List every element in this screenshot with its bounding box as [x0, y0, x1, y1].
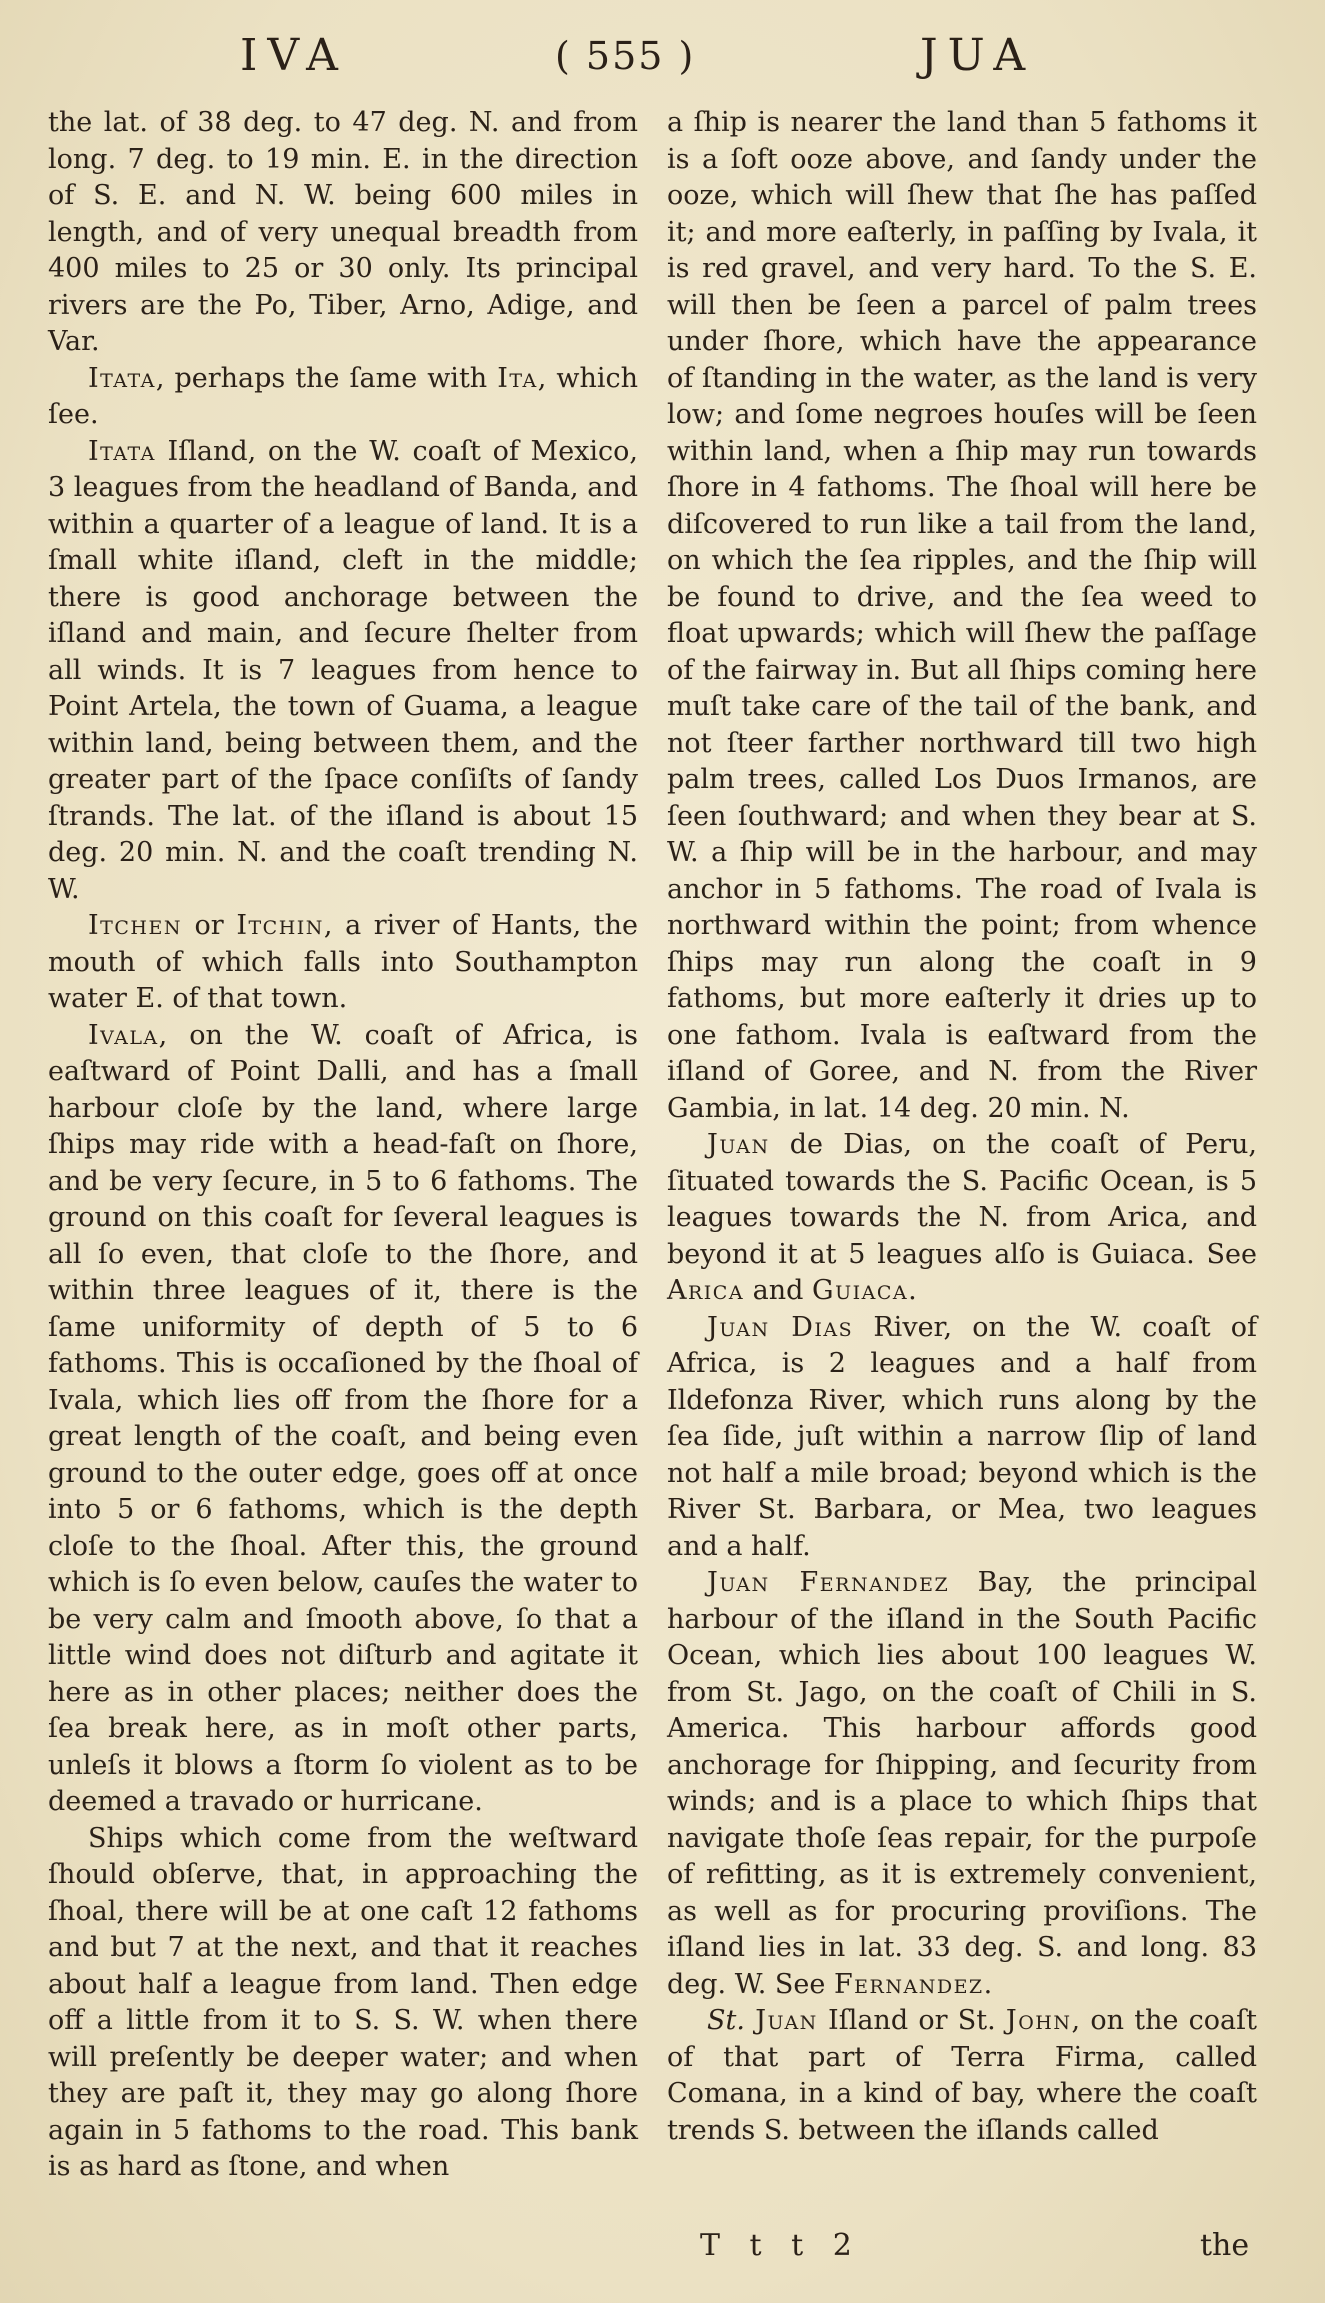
entry-headword: Fernandez — [833, 1968, 984, 2000]
body-text: River, on the W. coaſt of Africa, is 2 leagues and a half from Ildefonza River, which runs along by the ſea ſide, juſt within a narrow ſlip of land not half a mile broad; beyond which is the River St. Barbara, or Mea, two leagues and a half. — [667, 1311, 1257, 1562]
body-text: or — [181, 910, 237, 941]
body-text: , on the W. coaſt of Africa, is eaſtward of Point Dalli, and has a ſmall harbour cloſe by the land, where large ſhips may ride with a head-faſt on ſhore, and be very ſecure, in 5 to 6 fathoms. The ground on this coaſt for ſeveral leagues is all ſo even, that cloſe to the ſhore, and within three leagues of it, there is the ſame uniformity of depth of 5 to 6 fathoms. This is occaſioned by the ſhoal of Ivala, which lies off from the ſhore for a great length of the coaſt, and being even ground to the outer edge, goes off at once into 5 or 6 fathoms, which is the depth cloſe to the ſhoal. After this, the ground which is ſo even below, cauſes the water to be very calm and ſmooth above, ſo that a little wind does not diſturb and agitate it here as in other places; neither does the ſea break here, as in moſt other parts, unleſs it blows a ſtorm ſo violent as to be deemed a travado or hurricane. — [48, 1019, 638, 1817]
page-number: ( 555 ) — [555, 34, 696, 78]
body-text: de Dias, on the coaſt of Peru, ſituated towards the S. Pacific Ocean, is 5 leagues towards the N. from Arica, and beyond it at 5 leagues alſo is Guiaca. See — [667, 1129, 1257, 1270]
body-text: , a river of Hants, the mouth of which falls into Southampton water E. of that town. — [48, 910, 639, 1014]
body-text: a ſhip is nearer the land than 5 fathoms it is a ſoft ooze above, and ſandy under the ooze, which will ſhew that ſhe has paſſed it; and more eaſterly, in paſſing by Ivala, it is red gravel, and very hard. To the S. E. will then be ſeen a parcel of palm trees under ſhore, which have the appearance of ſtanding in the water, as the land is very low; and ſome negroes houſes will be ſeen within land, when a ſhip may run towards ſhore in 4 fathoms. The ſhoal will here be diſcovered to run like a tail from the land, on which the ſea ripples, and the ſhip will be found to drive, and the ſea weed to float upwards; which will ſhew the paſſage of the fairway in. But all ſhips coming here muſt take care of the tail of the bank, and not ſteer farther northward till two high palm trees, called Los Duos Irmanos, are ſeen ſouthward; and when they bear at S. W. a ſhip will be in the harbour, and may anchor in 5 fathoms. The road of Ivala is northward within the point; from whence ſhips may run along the coaſt in 9 fathoms, but more eaſterly it dries up to one fathom. Ivala is eaſtward from the iſland of Goree, and N. from the River Gambia, in lat. 14 deg. 20 min. N. — [667, 107, 1257, 1124]
body-text: Iſland or St. — [817, 2005, 1006, 2036]
entry-headword: Arica — [667, 1275, 745, 1306]
header-left-guide-word: IVA — [240, 30, 348, 81]
paragraph — [48, 1018, 638, 1821]
paragraph — [667, 1310, 1257, 1566]
italic-text: St. — [707, 2005, 745, 2036]
paragraph — [667, 105, 1257, 1127]
body-text: the lat. of 38 deg. to 47 deg. N. and from long. 7 deg. to 19 min. E. in the direction of S. E. and N. W. being 600 miles in length, and of very unequal breadth from 400 miles to 25 or 30 only. Its principal rivers are the Po, Tiber, Arno, Adige, and Var. — [48, 107, 638, 357]
entry-headword: Ivala — [88, 1019, 159, 1051]
catchword: the — [1200, 2228, 1250, 2263]
paragraph — [667, 1565, 1257, 2003]
entry-headword: Juan Dias — [707, 1311, 854, 1343]
paragraph — [48, 434, 638, 909]
right-column — [667, 105, 1257, 2149]
entry-headword: Ita — [497, 362, 538, 394]
body-text: , on the coaſt of that part of Terra Firma, called Comana, in a kind of bay, where the coaſt trends S. between the iſlands called — [667, 2005, 1257, 2146]
paragraph — [48, 1821, 638, 2186]
signature-mark: T t t 2 — [700, 2228, 862, 2263]
body-text: Bay, the principal harbour of the iſland in the South Pacific Ocean, which lies about 100 leagues W. from St. Jago, on the coaſt of Chili in S. America. This harbour affords good anchorage for ſhipping, and ſecurity from winds; and is a place to which ſhips that navigate thoſe ſeas repair, for the purpoſe of refitting, as it is extremely convenient, as well as for procuring proviſions. The iſland lies in lat. 33 deg. S. and long. 83 deg. W. See — [667, 1567, 1257, 2000]
entry-headword: John — [1005, 2005, 1072, 2036]
body-text: . — [908, 1275, 917, 1306]
paragraph — [48, 361, 638, 434]
entry-headword: Juan Fernandez — [707, 1567, 950, 1598]
body-text: , which ſee. — [48, 362, 639, 430]
left-column — [48, 105, 638, 2186]
entry-headword: Itata — [88, 362, 156, 394]
body-text: . — [983, 1968, 993, 2000]
paragraph — [48, 908, 638, 1018]
entry-headword: Guiaca — [812, 1275, 909, 1306]
paragraph — [667, 2003, 1257, 2149]
body-text: Ships which come from the weſtward ſhould obſerve, that, in approaching the ſhoal, there will be at one caſt 12 fathoms and but 7 at the next, and that it reaches about half a league from land. Then edge off a little from it to S. S. W. when there will preſently be deeper water; and when they are paſt it, they may go along ſhore again in 5 fathoms to the road. This bank is as hard as ſtone, and when — [48, 1822, 638, 2182]
paragraph — [48, 105, 638, 361]
entry-headword: Itchin — [236, 910, 324, 941]
entry-headword: Juan — [707, 1129, 770, 1160]
running-header — [0, 26, 1325, 86]
entry-headword: Itata — [88, 435, 156, 467]
header-right-guide-word: JUA — [920, 30, 1036, 81]
body-text: Iſland, on the W. coaſt of Mexico, 3 leagues from the headland of Banda, and within a quarter of a league of land. It is a ſmall white iſland, cleft in the middle; there is good anchorage between the iſland and main, and ſecure ſhelter from all winds. It is 7 leagues from hence to Point Artela, the town of Guama, a league within land, being between them, and the greater part of the ſpace conſiſts of ſandy ſtrands. The lat. of the iſland is about 15 deg. 20 min. N. and the coaſt trending N. W. — [48, 435, 638, 905]
entry-headword: Juan — [755, 2005, 818, 2036]
paragraph — [667, 1127, 1257, 1310]
body-text: and — [744, 1275, 813, 1306]
entry-headword: Itchen — [88, 910, 182, 941]
body-text: , perhaps the ſame with — [155, 362, 498, 394]
body-text — [745, 2005, 755, 2036]
